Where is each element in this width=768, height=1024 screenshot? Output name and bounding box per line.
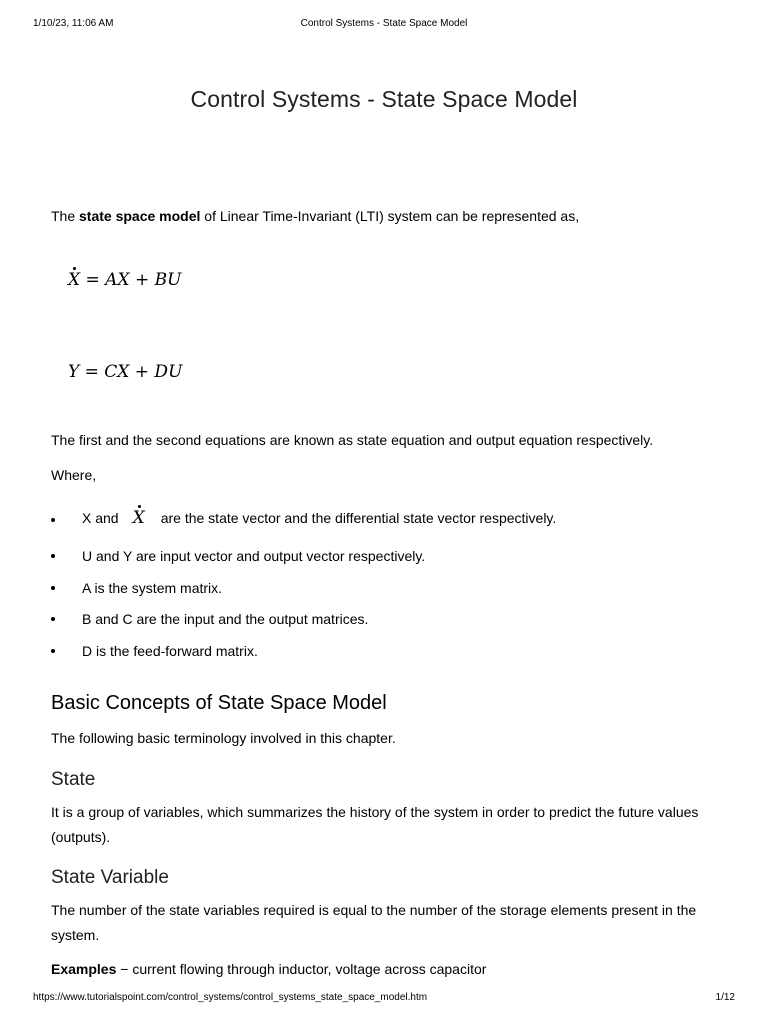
print-doc-title: Control Systems - State Space Model [300,18,468,29]
state-equation [68,270,181,290]
examples-paragraph [51,957,721,982]
equations-note: The first and the second equations are known as state equation and output equation respectively. [51,432,654,448]
intro-prefix: The [51,208,80,224]
intro-paragraph [51,204,721,229]
bullet-dot [51,554,55,558]
state-equation-lhs: X [68,270,81,290]
bullet-dot [51,649,55,653]
print-header [0,18,768,32]
page-title: Control Systems - State Space Model [190,86,578,112]
intro-bold-term: state space model [79,208,201,224]
examples-text: − current flowing through inductor, voltage across capacitor [116,961,487,977]
where-label: Where, [51,467,97,483]
state-heading: State [51,769,96,790]
bullet-dot [51,518,55,522]
output-equation: Y = CX + DU [68,362,183,382]
bullet-text: D is the feed-forward matrix. [82,643,258,659]
bullet-1-suffix: are the state vector and the differential state vector respectively. [160,510,557,526]
print-datetime: 1/10/23, 11:06 AM [33,18,114,29]
bullet-1-math: X [132,508,145,528]
bullet-text: U and Y are input vector and output vector respectively. [82,548,426,564]
state-variable-heading: State Variable [51,867,169,888]
print-page-number: 1/12 [715,992,735,1003]
print-url: https://www.tutorialspoint.com/control_systems/control_systems_state_space_model.htm [33,992,428,1003]
state-variable-definition: The number of the state variables required is equal to the number of the storage elements present in the system. [51,902,697,943]
bullet-1-prefix: X and [82,510,119,526]
state-equation-rhs: = AX + BU [80,270,182,290]
basic-concepts-heading: Basic Concepts of State Space Model [51,692,387,714]
bullet-dot [51,586,55,590]
print-footer [0,992,768,1006]
examples-label: Examples [51,961,117,977]
intro-suffix: of Linear Time-Invariant (LTI) system can be represented as, [200,208,580,224]
bullet-dot [51,617,55,621]
bullet-text: A is the system matrix. [82,580,223,596]
bullet-text: B and C are the input and the output matrices. [82,611,369,627]
basic-concepts-intro: The following basic terminology involved in this chapter. [51,730,396,746]
state-definition: It is a group of variables, which summarizes the history of the system in order to predict the future values (outputs). [51,804,699,845]
